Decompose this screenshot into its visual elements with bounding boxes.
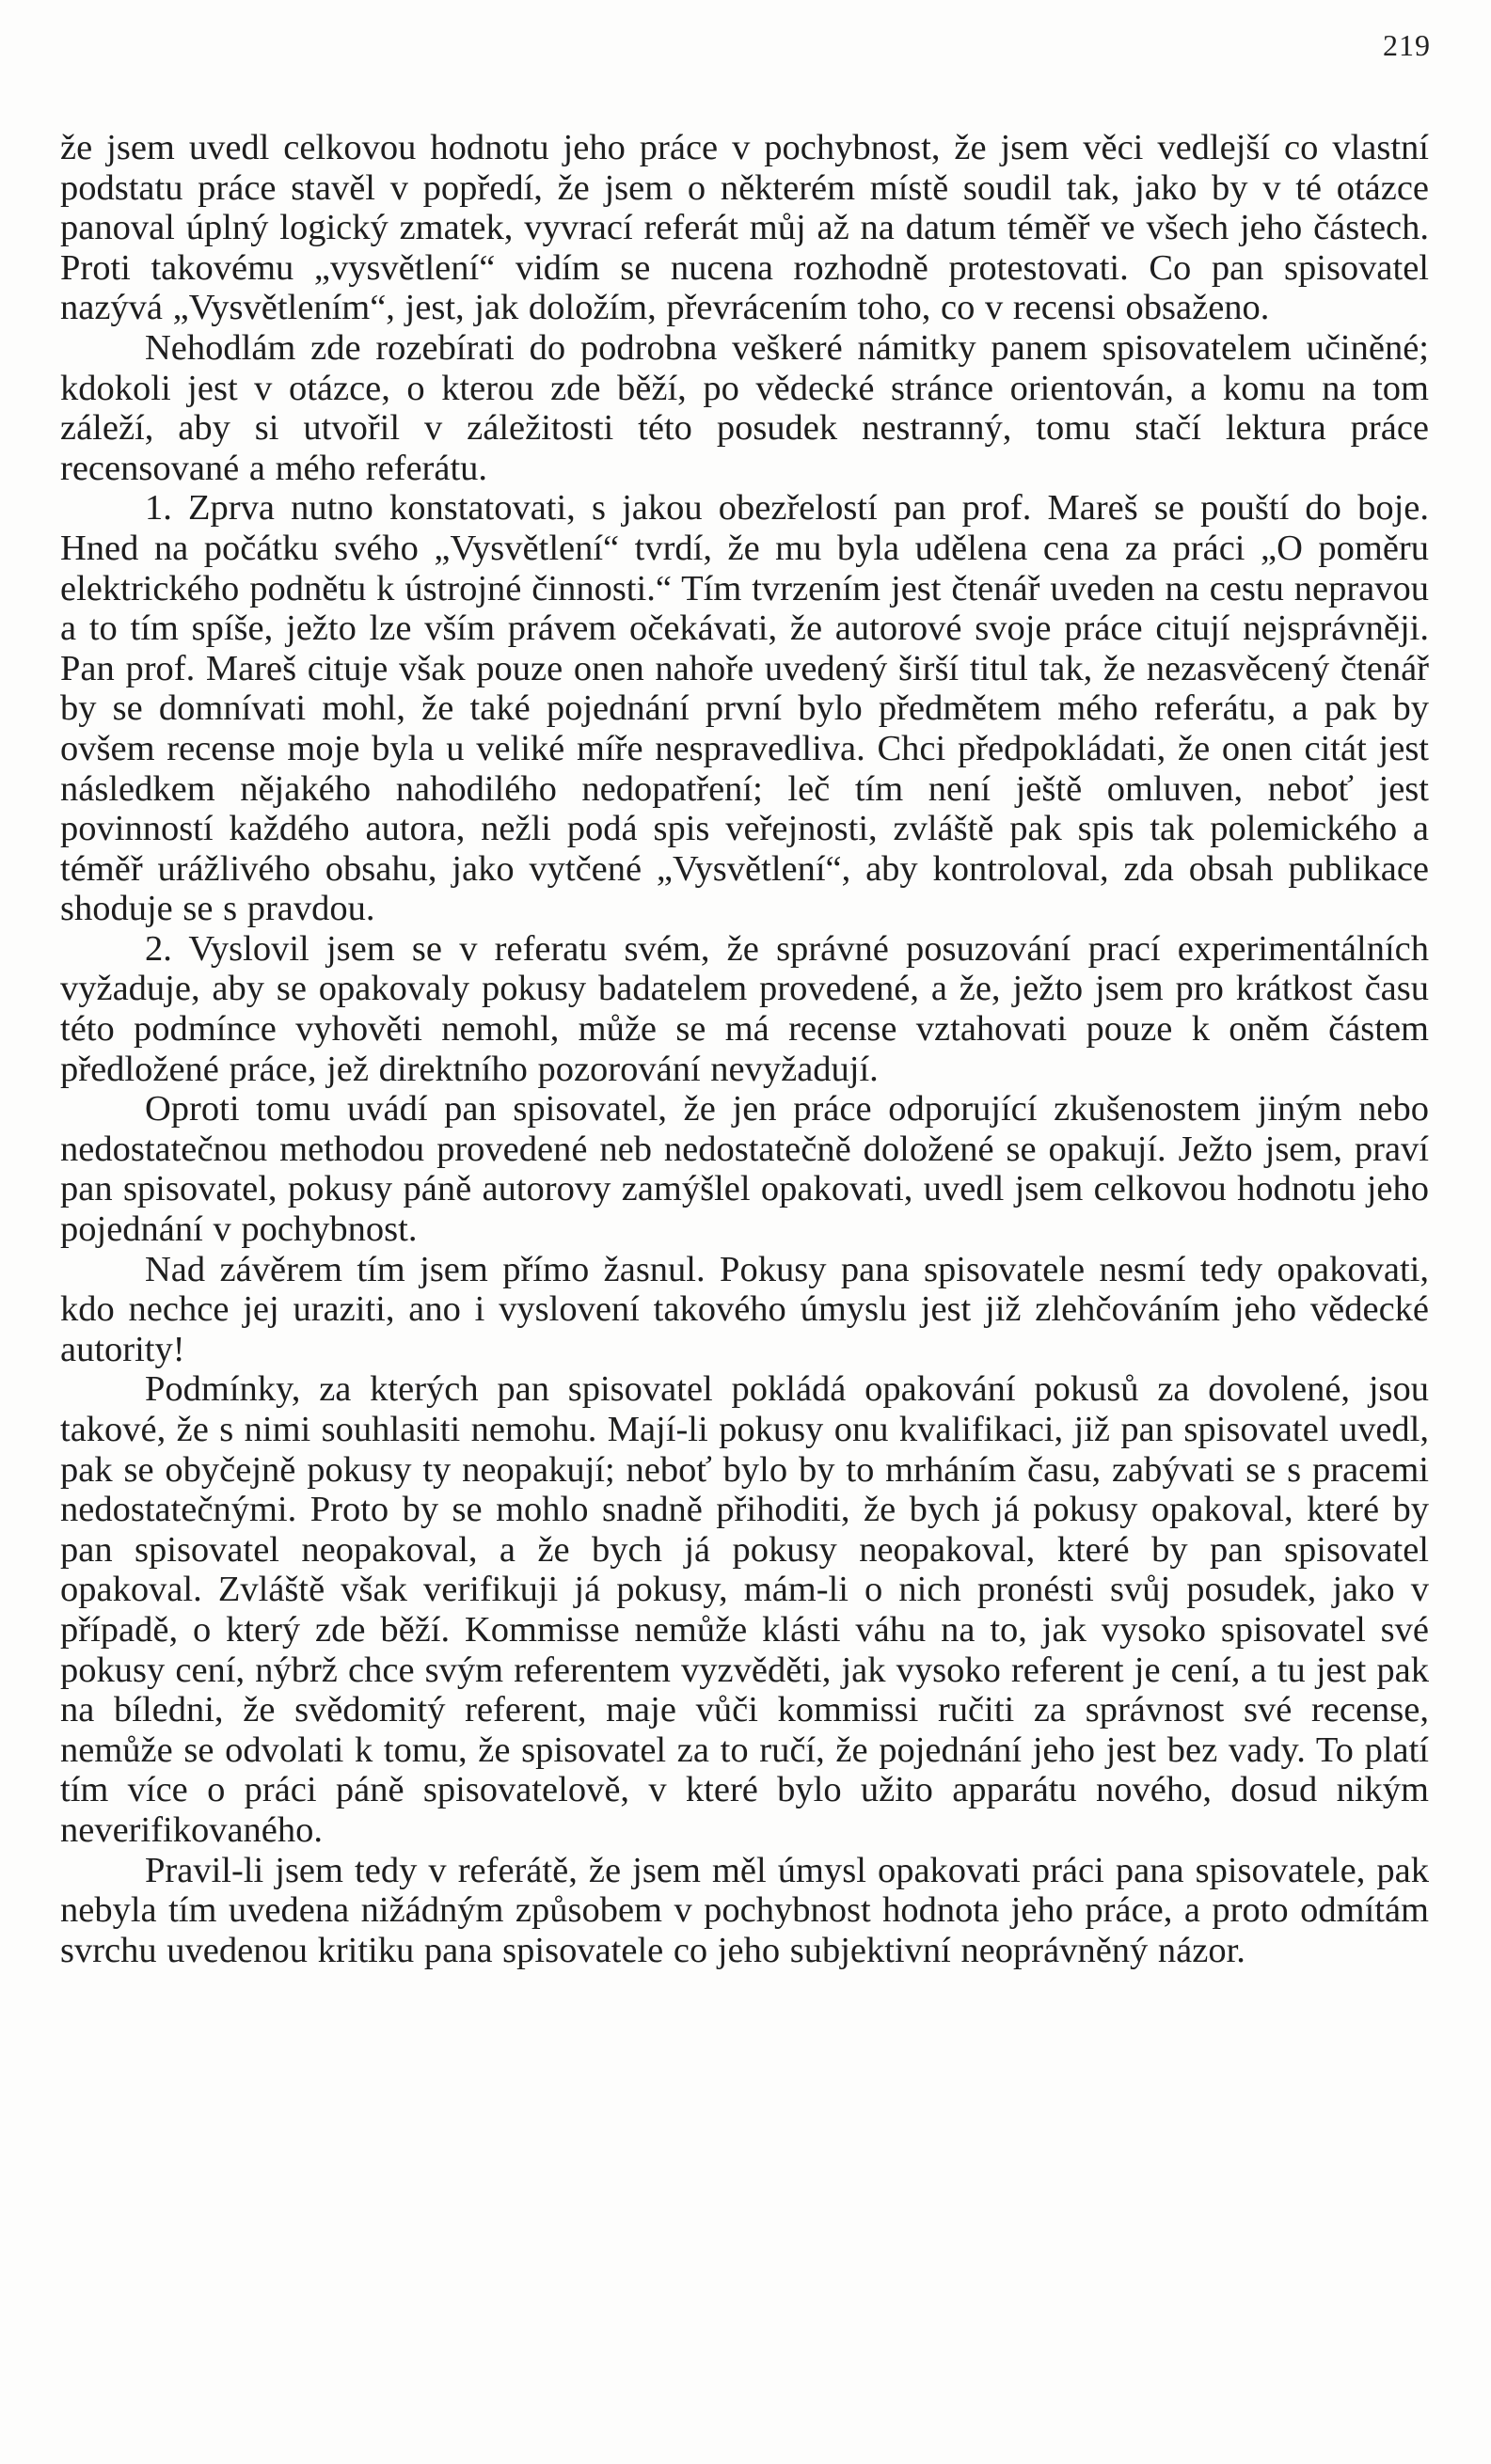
page-number: 219 [1383,28,1431,62]
paragraph: Nehodlám zde rozebírati do podrobna veškeré námitky panem spisovatelem učiněné; kdokoli jest v otázce, o kterou zde běží, po vědecké stránce orientován, a komu na tom záleží, aby si utvořil v záležitosti této posudek nestranný, tomu stačí lektura práce recensované a mého referátu. [60,327,1429,488]
paragraph: Oproti tomu uvádí pan spisovatel, že jen práce odporující zkušenostem jiným nebo nedostatečnou methodou provedené neb nedostatečně doložené se opakují. Ježto jsem, praví pan spisovatel, pokusy páně autorovy zamýšlel opakovati, uvedl jsem celkovou hodnotu jeho pojednání v pochybnost. [60,1089,1429,1250]
paragraph: Podmínky, za kterých pan spisovatel pokládá opakování pokusů za dovolené, jsou takové, že s nimi souhlasiti nemohu. Mají-li pokusy onu kvalifikaci, již pan spisovatel uvedl, pak se obyčejně pokusy ty neopakují; neboť bylo by to mrháním času, zabývati se s pracemi nedostatečnými. Proto by se mohlo snadně přihoditi, že bych já pokusy opakoval, které by pan spisovatel neopakoval, a že bych já pokusy neopakoval, které by pan spisovatel opakoval. Zvláště však verifikuji já pokusy, mám-li o nich pronésti svůj posudek, jako v případě, o který zde běží. Kommisse nemůže klásti váhu na to, jak vysoko spisovatel své pokusy cení, nýbrž chce svým referentem vyzvěděti, jak vysoko referent je cení, a tu jest pak na bíledni, že svědomitý referent, maje vůči kommissi ručiti za správnost své recense, nemůže se odvolati k tomu, že spisovatel za to ručí, že pojednání jeho jest bez vady. To platí tím více o práci páně spisovatelově, v které bylo užito apparátu nového, dosud nikým neverifikovaného. [60,1369,1429,1850]
paragraph: Nad závěrem tím jsem přímo žasnul. Pokusy pana spisovatele nesmí tedy opakovati, kdo nechce jej uraziti, ano i vyslovení takového úmyslu jest již zlehčováním jeho vědecké autority! [60,1249,1429,1369]
paragraph: 2. Vyslovil jsem se v referatu svém, že správné posuzování prací experimentálních vyžaduje, aby se opakovaly pokusy badatelem provedené, a že, ježto jsem pro krátkost času této podmínce vyhověti nemohl, může se má recense vztahovati pouze k oněm částem předložené práce, jež direktního pozorování nevyžadují. [60,928,1429,1089]
body-text [60,128,1429,1970]
paragraph: 1. Zprva nutno konstatovati, s jakou obezřelostí pan prof. Mareš se pouští do boje. Hned na počátku svého „Vysvětlení“ tvrdí, že mu byla udělena cena za práci „O poměru elektrického podnětu k ústrojné činnosti.“ Tím tvrzením jest čtenář uveden na cestu nepravou a to tím spíše, ježto lze vším právem očekávati, že autorové svoje práce citují nejsprávněji. Pan prof. Mareš cituje však pouze onen nahoře uvedený širší titul tak, že nezasvěcený čtenář by se domnívati mohl, že také pojednání první bylo předmětem mého referátu, a pak by ovšem recense moje byla u veliké míře nespravedliva. Chci předpokládati, že onen citát jest následkem nějakého nahodilého nedopatření; leč tím není ještě omluven, neboť jest povinností každého autora, nežli podá spis veřejnosti, zvláště pak spis tak polemického a téměř urážlivého obsahu, jako vytčené „Vysvětlení“, aby kontroloval, zda obsah publikace shoduje se s pravdou. [60,488,1429,929]
paragraph: že jsem uvedl celkovou hodnotu jeho práce v pochybnost, že jsem věci vedlejší co vlastní podstatu práce stavěl v popředí, že jsem o některém místě soudil tak, jako by v té otázce panoval úplný logický zmatek, vyvrací referát můj až na datum téměř ve všech jeho částech. Proti takovému „vysvětlení“ vidím se nucena rozhodně protestovati. Co pan spisovatel nazývá „Vysvětlením“, jest, jak doložím, převrácením toho, co v recensi obsaženo. [60,128,1429,328]
paragraph: Pravil-li jsem tedy v referátě, že jsem měl úmysl opakovati práci pana spisovatele, pak nebyla tím uvedena nižádným způsobem v pochybnost hodnota jeho práce, a proto odmítám svrchu uvedenou kritiku pana spisovatele co jeho subjektivní neoprávněný názor. [60,1850,1429,1970]
